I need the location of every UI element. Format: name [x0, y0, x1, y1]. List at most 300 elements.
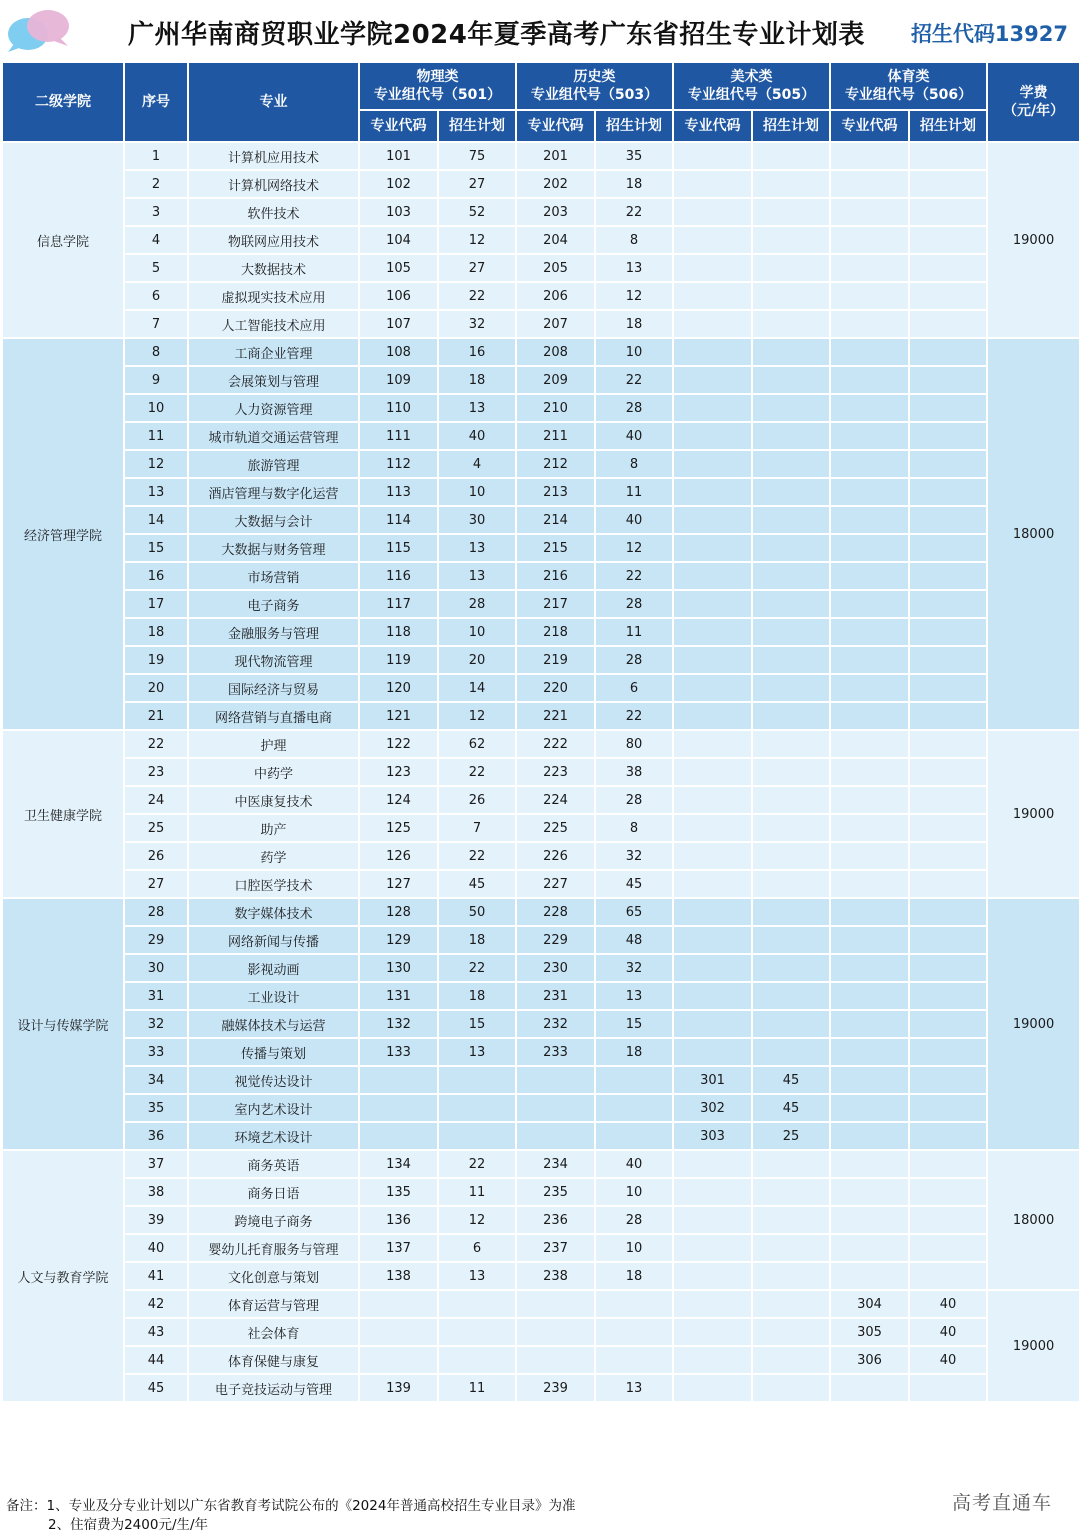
row-seq: 10 — [124, 394, 188, 422]
history-plan: 40 — [595, 422, 673, 450]
table-row — [2, 1346, 1080, 1374]
art-code — [673, 422, 752, 450]
physics-code: 116 — [359, 562, 438, 590]
physics-plan: 7 — [438, 814, 516, 842]
history-code: 235 — [516, 1178, 595, 1206]
row-seq: 7 — [124, 310, 188, 338]
watermark: 高考直通车 — [951, 1492, 1052, 1514]
art-plan — [752, 226, 830, 254]
history-code: 211 — [516, 422, 595, 450]
physics-code: 128 — [359, 898, 438, 926]
row-seq: 25 — [124, 814, 188, 842]
history-code: 209 — [516, 366, 595, 394]
major-name: 中医康复技术 — [188, 786, 359, 814]
physics-code — [359, 1318, 438, 1346]
row-seq: 27 — [124, 870, 188, 898]
physics-code: 134 — [359, 1150, 438, 1178]
major-name: 酒店管理与数字化运营 — [188, 478, 359, 506]
physics-plan: 16 — [438, 338, 516, 366]
history-code: 222 — [516, 730, 595, 758]
history-code: 207 — [516, 310, 595, 338]
physics-code: 110 — [359, 394, 438, 422]
sports-code — [830, 1066, 909, 1094]
major-name: 体育保健与康复 — [188, 1346, 359, 1374]
history-plan — [595, 1122, 673, 1150]
sports-code — [830, 562, 909, 590]
art-plan — [752, 1206, 830, 1234]
row-seq: 15 — [124, 534, 188, 562]
sports-plan — [909, 1010, 987, 1038]
physics-plan: 10 — [438, 618, 516, 646]
row-seq: 5 — [124, 254, 188, 282]
sports-code — [830, 422, 909, 450]
physics-plan: 50 — [438, 898, 516, 926]
header-sub-code: 专业代码 — [516, 110, 595, 142]
row-seq: 26 — [124, 842, 188, 870]
table-row — [2, 170, 1080, 198]
sports-plan — [909, 198, 987, 226]
college-section — [2, 338, 1080, 730]
art-plan — [752, 870, 830, 898]
header-fee — [987, 62, 1080, 142]
sports-code — [830, 730, 909, 758]
major-name: 护理 — [188, 730, 359, 758]
table-row — [2, 870, 1080, 898]
major-name: 金融服务与管理 — [188, 618, 359, 646]
header-group-sports — [830, 62, 987, 110]
art-plan — [752, 646, 830, 674]
history-code: 203 — [516, 198, 595, 226]
physics-code: 125 — [359, 814, 438, 842]
art-plan — [752, 1374, 830, 1402]
header-major: 专业 — [188, 62, 359, 142]
sports-code: 306 — [830, 1346, 909, 1374]
art-code — [673, 786, 752, 814]
sports-plan — [909, 282, 987, 310]
sports-plan — [909, 618, 987, 646]
table-row — [2, 954, 1080, 982]
row-seq: 35 — [124, 1094, 188, 1122]
row-seq: 17 — [124, 590, 188, 618]
table-row — [2, 1206, 1080, 1234]
sports-code — [830, 674, 909, 702]
history-plan: 11 — [595, 478, 673, 506]
history-plan: 32 — [595, 842, 673, 870]
sports-plan — [909, 702, 987, 730]
sports-plan — [909, 1122, 987, 1150]
page-header — [0, 0, 1080, 60]
table-row — [2, 898, 1080, 926]
history-plan: 13 — [595, 254, 673, 282]
art-code — [673, 674, 752, 702]
sports-plan — [909, 674, 987, 702]
table-row — [2, 702, 1080, 730]
art-code — [673, 814, 752, 842]
history-code: 214 — [516, 506, 595, 534]
row-seq: 12 — [124, 450, 188, 478]
sports-code — [830, 1178, 909, 1206]
physics-code: 135 — [359, 1178, 438, 1206]
chat-bubbles-logo-icon — [4, 8, 74, 52]
table-row — [2, 1038, 1080, 1066]
sports-code — [830, 282, 909, 310]
history-code: 226 — [516, 842, 595, 870]
art-plan — [752, 394, 830, 422]
table-row — [2, 1318, 1080, 1346]
history-code: 208 — [516, 338, 595, 366]
sports-plan — [909, 1094, 987, 1122]
major-name: 大数据技术 — [188, 254, 359, 282]
history-code — [516, 1346, 595, 1374]
physics-plan: 13 — [438, 1262, 516, 1290]
physics-plan: 10 — [438, 478, 516, 506]
history-code: 204 — [516, 226, 595, 254]
physics-code: 130 — [359, 954, 438, 982]
sports-plan — [909, 982, 987, 1010]
art-code — [673, 898, 752, 926]
sports-code — [830, 506, 909, 534]
sports-plan — [909, 310, 987, 338]
physics-plan: 12 — [438, 1206, 516, 1234]
physics-plan: 13 — [438, 394, 516, 422]
physics-code: 131 — [359, 982, 438, 1010]
physics-plan: 22 — [438, 758, 516, 786]
art-plan — [752, 254, 830, 282]
table-header — [2, 62, 1080, 142]
sports-code — [830, 758, 909, 786]
row-seq: 31 — [124, 982, 188, 1010]
physics-plan: 12 — [438, 702, 516, 730]
physics-plan: 6 — [438, 1234, 516, 1262]
history-code: 216 — [516, 562, 595, 590]
physics-plan: 45 — [438, 870, 516, 898]
art-plan — [752, 366, 830, 394]
history-code — [516, 1066, 595, 1094]
physics-code: 105 — [359, 254, 438, 282]
sports-plan: 40 — [909, 1290, 987, 1318]
art-code — [673, 1318, 752, 1346]
art-plan — [752, 814, 830, 842]
sports-code — [830, 1234, 909, 1262]
physics-code: 138 — [359, 1262, 438, 1290]
major-name: 数字媒体技术 — [188, 898, 359, 926]
sports-plan — [909, 1262, 987, 1290]
physics-code: 114 — [359, 506, 438, 534]
major-name: 体育运营与管理 — [188, 1290, 359, 1318]
art-code: 301 — [673, 1066, 752, 1094]
physics-plan: 62 — [438, 730, 516, 758]
row-seq: 4 — [124, 226, 188, 254]
header-group-art — [673, 62, 830, 110]
college-section — [2, 730, 1080, 898]
table-row — [2, 1374, 1080, 1402]
sports-plan — [909, 478, 987, 506]
history-plan: 18 — [595, 1038, 673, 1066]
table-row — [2, 394, 1080, 422]
art-plan — [752, 170, 830, 198]
physics-plan — [438, 1122, 516, 1150]
row-seq: 18 — [124, 618, 188, 646]
history-code: 223 — [516, 758, 595, 786]
art-code — [673, 226, 752, 254]
physics-code: 103 — [359, 198, 438, 226]
physics-plan: 15 — [438, 1010, 516, 1038]
row-seq: 19 — [124, 646, 188, 674]
sports-plan — [909, 506, 987, 534]
history-code: 239 — [516, 1374, 595, 1402]
physics-code: 123 — [359, 758, 438, 786]
art-code — [673, 534, 752, 562]
physics-plan: 18 — [438, 366, 516, 394]
history-code: 229 — [516, 926, 595, 954]
physics-code — [359, 1094, 438, 1122]
history-plan: 10 — [595, 1234, 673, 1262]
header-group-history — [516, 62, 673, 110]
history-code: 205 — [516, 254, 595, 282]
art-code — [673, 646, 752, 674]
art-plan — [752, 842, 830, 870]
sports-code — [830, 478, 909, 506]
art-plan — [752, 674, 830, 702]
art-plan — [752, 1262, 830, 1290]
physics-plan: 13 — [438, 562, 516, 590]
major-name: 大数据与财务管理 — [188, 534, 359, 562]
history-code — [516, 1094, 595, 1122]
row-seq: 23 — [124, 758, 188, 786]
art-code — [673, 1234, 752, 1262]
art-code — [673, 842, 752, 870]
physics-code: 118 — [359, 618, 438, 646]
history-code: 218 — [516, 618, 595, 646]
table-row — [2, 1122, 1080, 1150]
table-row — [2, 366, 1080, 394]
table-row — [2, 758, 1080, 786]
major-name: 助产 — [188, 814, 359, 842]
row-seq: 24 — [124, 786, 188, 814]
history-plan: 45 — [595, 870, 673, 898]
table-row — [2, 142, 1080, 170]
row-seq: 29 — [124, 926, 188, 954]
history-code: 225 — [516, 814, 595, 842]
fee-label: 学费 — [1019, 85, 1048, 101]
row-seq: 36 — [124, 1122, 188, 1150]
major-name: 融媒体技术与运营 — [188, 1010, 359, 1038]
sports-code — [830, 1262, 909, 1290]
physics-plan: 52 — [438, 198, 516, 226]
art-code — [673, 1374, 752, 1402]
row-seq: 16 — [124, 562, 188, 590]
sports-code — [830, 198, 909, 226]
physics-plan — [438, 1094, 516, 1122]
sports-plan — [909, 842, 987, 870]
history-code: 234 — [516, 1150, 595, 1178]
sports-plan — [909, 1038, 987, 1066]
physics-code: 106 — [359, 282, 438, 310]
major-name: 旅游管理 — [188, 450, 359, 478]
physics-plan: 22 — [438, 954, 516, 982]
major-name: 人工智能技术应用 — [188, 310, 359, 338]
sports-code — [830, 226, 909, 254]
tuition-fee: 18000 — [987, 338, 1080, 730]
physics-code: 104 — [359, 226, 438, 254]
row-seq: 30 — [124, 954, 188, 982]
sports-plan: 40 — [909, 1346, 987, 1374]
sports-code — [830, 954, 909, 982]
art-code — [673, 170, 752, 198]
art-plan — [752, 758, 830, 786]
table-row — [2, 1066, 1080, 1094]
physics-plan: 4 — [438, 450, 516, 478]
row-seq: 22 — [124, 730, 188, 758]
sports-plan — [909, 590, 987, 618]
history-code: 230 — [516, 954, 595, 982]
art-plan — [752, 1318, 830, 1346]
art-code — [673, 366, 752, 394]
art-plan: 25 — [752, 1122, 830, 1150]
row-seq: 34 — [124, 1066, 188, 1094]
sports-plan: 40 — [909, 1318, 987, 1346]
art-plan — [752, 310, 830, 338]
page-title: 广州华南商贸职业学院2024年夏季高考广东省招生专业计划表 — [128, 20, 865, 50]
sports-code — [830, 394, 909, 422]
sports-plan — [909, 926, 987, 954]
history-plan: 11 — [595, 618, 673, 646]
sports-code — [830, 142, 909, 170]
art-code — [673, 282, 752, 310]
history-plan: 32 — [595, 954, 673, 982]
physics-plan: 22 — [438, 842, 516, 870]
table-row — [2, 1150, 1080, 1178]
row-seq: 39 — [124, 1206, 188, 1234]
college-name: 设计与传媒学院 — [2, 898, 124, 1150]
history-plan — [595, 1346, 673, 1374]
art-code — [673, 618, 752, 646]
major-name: 市场营销 — [188, 562, 359, 590]
history-plan — [595, 1290, 673, 1318]
row-seq: 45 — [124, 1374, 188, 1402]
college-name: 经济管理学院 — [2, 338, 124, 730]
sports-code — [830, 338, 909, 366]
table-row — [2, 506, 1080, 534]
row-seq: 9 — [124, 366, 188, 394]
history-code: 227 — [516, 870, 595, 898]
art-code — [673, 562, 752, 590]
row-seq: 13 — [124, 478, 188, 506]
table-row — [2, 534, 1080, 562]
sports-plan — [909, 1234, 987, 1262]
art-code — [673, 478, 752, 506]
physics-code: 115 — [359, 534, 438, 562]
sports-code — [830, 366, 909, 394]
physics-code: 137 — [359, 1234, 438, 1262]
art-plan — [752, 1010, 830, 1038]
major-name: 电子竞技运动与管理 — [188, 1374, 359, 1402]
row-seq: 1 — [124, 142, 188, 170]
sports-code — [830, 1122, 909, 1150]
header-group-physics — [359, 62, 516, 110]
major-name: 网络营销与直播电商 — [188, 702, 359, 730]
sports-plan — [909, 786, 987, 814]
row-seq: 42 — [124, 1290, 188, 1318]
art-plan — [752, 590, 830, 618]
art-code — [673, 450, 752, 478]
art-plan — [752, 1234, 830, 1262]
physics-plan: 40 — [438, 422, 516, 450]
sports-code — [830, 1374, 909, 1402]
history-plan — [595, 1094, 673, 1122]
table-row — [2, 674, 1080, 702]
table-row — [2, 198, 1080, 226]
row-seq: 8 — [124, 338, 188, 366]
college-name: 卫生健康学院 — [2, 730, 124, 898]
art-code: 302 — [673, 1094, 752, 1122]
art-code — [673, 982, 752, 1010]
physics-code: 107 — [359, 310, 438, 338]
table-row — [2, 282, 1080, 310]
sports-plan — [909, 142, 987, 170]
art-code — [673, 730, 752, 758]
major-name: 工业设计 — [188, 982, 359, 1010]
header-sub-plan: 招生计划 — [752, 110, 830, 142]
table-row — [2, 842, 1080, 870]
major-name: 婴幼儿托育服务与管理 — [188, 1234, 359, 1262]
sports-plan — [909, 394, 987, 422]
history-plan: 10 — [595, 1178, 673, 1206]
art-plan — [752, 562, 830, 590]
row-seq: 21 — [124, 702, 188, 730]
sports-plan — [909, 226, 987, 254]
art-plan — [752, 730, 830, 758]
sports-code — [830, 926, 909, 954]
art-code — [673, 870, 752, 898]
art-plan — [752, 1038, 830, 1066]
sports-plan — [909, 254, 987, 282]
art-plan — [752, 954, 830, 982]
history-code: 201 — [516, 142, 595, 170]
sports-plan — [909, 338, 987, 366]
physics-code — [359, 1290, 438, 1318]
history-code: 213 — [516, 478, 595, 506]
art-code — [673, 254, 752, 282]
row-seq: 44 — [124, 1346, 188, 1374]
table-row — [2, 1178, 1080, 1206]
table-row — [2, 1234, 1080, 1262]
physics-code: 132 — [359, 1010, 438, 1038]
physics-code: 117 — [359, 590, 438, 618]
physics-plan: 11 — [438, 1178, 516, 1206]
table-row — [2, 982, 1080, 1010]
art-code — [673, 1038, 752, 1066]
sports-plan — [909, 170, 987, 198]
major-name: 影视动画 — [188, 954, 359, 982]
header-college: 二级学院 — [2, 62, 124, 142]
physics-plan: 14 — [438, 674, 516, 702]
physics-plan: 27 — [438, 170, 516, 198]
sports-plan — [909, 1066, 987, 1094]
history-plan: 35 — [595, 142, 673, 170]
table-row — [2, 254, 1080, 282]
major-name: 软件技术 — [188, 198, 359, 226]
physics-code: 102 — [359, 170, 438, 198]
art-plan — [752, 618, 830, 646]
table-row — [2, 562, 1080, 590]
sports-code — [830, 450, 909, 478]
physics-code: 101 — [359, 142, 438, 170]
sports-plan — [909, 1206, 987, 1234]
art-code — [673, 394, 752, 422]
row-seq: 37 — [124, 1150, 188, 1178]
history-plan: 22 — [595, 366, 673, 394]
